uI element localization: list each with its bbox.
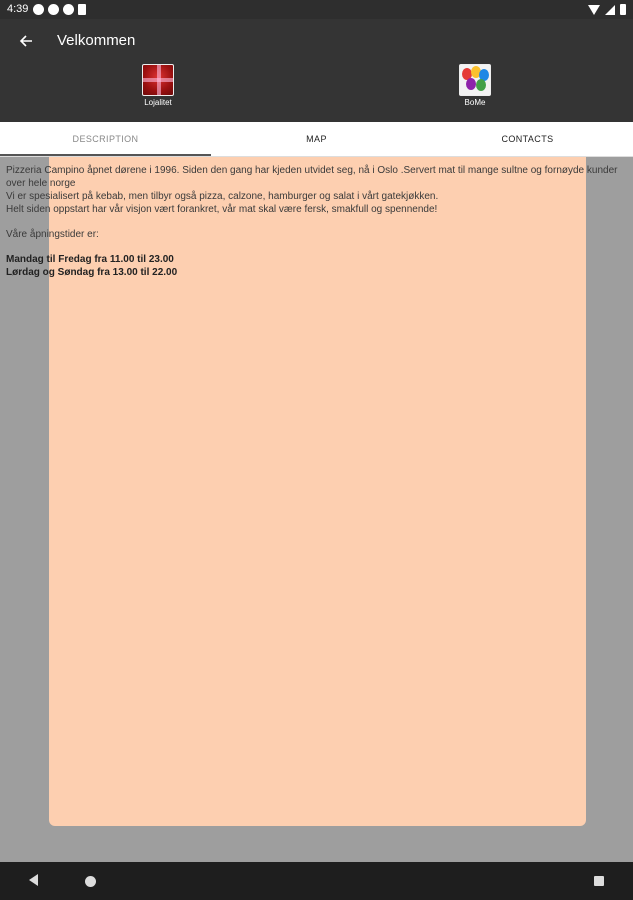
tab-map[interactable]: MAP: [306, 134, 327, 144]
shortcut-lojalitet[interactable]: [128, 64, 188, 107]
status-time: 4:39: [7, 3, 29, 15]
notification-icon: [63, 4, 74, 15]
tab-bar: [0, 122, 633, 157]
tab-contacts[interactable]: CONTACTS: [501, 134, 554, 144]
notification-icon: [33, 4, 44, 15]
sd-card-icon: [78, 4, 86, 15]
system-icons: [588, 4, 626, 15]
hours-intro: Våre åpningstider er:: [6, 229, 99, 240]
wifi-icon: [588, 5, 600, 15]
tab-description[interactable]: DESCRIPTION: [0, 122, 211, 156]
notification-icon: [48, 4, 59, 15]
nav-back-button[interactable]: [29, 874, 38, 886]
nav-recents-button[interactable]: [594, 876, 604, 886]
shortcut-bome[interactable]: [445, 64, 505, 107]
description-line: Vi er spesialisert på kebab, men tilbyr også pizza, calzone, hamburger og salat i vårt gatekjøkken.: [6, 191, 439, 202]
description-line: Helt siden oppstart har vår visjon vært forankret, vår mat skal være fersk, smakfull og spennende!: [6, 204, 438, 215]
hours-weekend: Lørdag og Søndag fra 13.00 til 22.00: [6, 267, 178, 278]
description-text: [6, 164, 626, 279]
signal-icon: [605, 5, 615, 15]
page-title: Velkommen: [57, 32, 136, 49]
app-bar: [0, 19, 633, 122]
balloons-icon: [459, 64, 491, 96]
nav-home-button[interactable]: [85, 876, 96, 887]
hours-weekdays: Mandag til Fredag fra 11.00 til 23.00: [6, 254, 174, 265]
back-button[interactable]: [14, 29, 38, 53]
shortcut-label: Lojalitet: [144, 98, 172, 107]
status-bar: [0, 0, 633, 19]
notification-icons: [33, 4, 86, 15]
arrow-left-icon: [19, 34, 33, 48]
shortcut-label: BoMe: [464, 98, 486, 107]
description-line: Pizzeria Campino åpnet dørene i 1996. Siden den gang har kjeden utvidet seg, nå i Oslo .Servert mat til mange sultne og fornøyde kunder over hele norge: [6, 165, 618, 189]
gift-icon: [142, 64, 174, 96]
battery-icon: [620, 4, 626, 15]
navigation-bar: [0, 862, 633, 900]
